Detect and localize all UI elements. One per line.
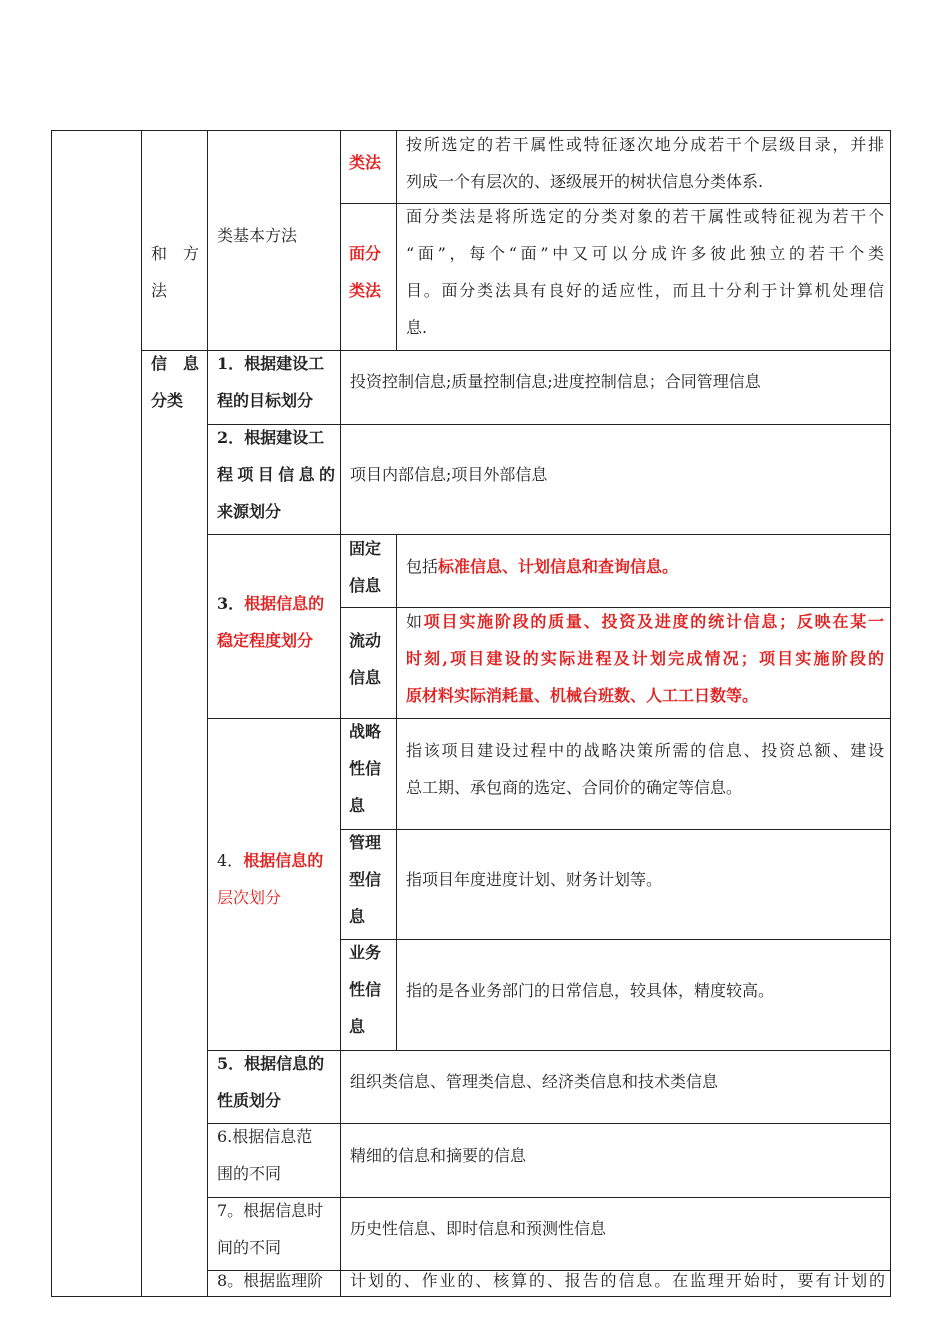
- r5-label-1: 5．根据信息的: [217, 1054, 325, 1073]
- management-name-3: 息: [349, 907, 366, 926]
- r5-content: 组织类信息、管理类信息、经济类信息和技术类信息: [350, 1072, 719, 1091]
- r3-label-1: [217, 585, 335, 622]
- r8-label: 8。根据监理阶: [217, 1271, 324, 1290]
- fixed-name-1: 固定: [349, 539, 382, 558]
- r4-label-2: 层次划分: [217, 888, 282, 907]
- face-method-desc-1: 面分类法是将所选定的分类对象的若干属性或特征视为若干个: [406, 207, 884, 226]
- cell-line-method-name: 类法: [349, 153, 382, 172]
- r2-label: [217, 419, 335, 530]
- cell-face-method-name: [349, 235, 395, 309]
- fixed-red: 标准信息、计划信息和查询信息。: [438, 557, 679, 576]
- face-method-name-1: 面分: [349, 244, 382, 263]
- r4-management-content: 指项目年度进度计划、财务计划等。: [406, 870, 663, 889]
- r6-label-1: 6.根据信息范: [217, 1127, 313, 1146]
- r3-fixed-content: [406, 548, 884, 585]
- face-method-desc-2: “面”，每个“面”中又可以分成许多彼此独立的若干个类: [406, 244, 884, 263]
- r1-label-2: 程的目标划分: [217, 391, 314, 410]
- r2-content: 项目内部信息;项目外部信息: [350, 465, 548, 484]
- management-name-1: 管理: [349, 833, 382, 852]
- method-heading-line2: 法: [151, 281, 168, 300]
- r2-label-3: 来源划分: [217, 502, 282, 521]
- r1-label: [217, 345, 335, 419]
- method-heading-line1: 和 方: [151, 244, 200, 263]
- business-name-2: 性信: [349, 980, 382, 999]
- face-method-desc-4: 息.: [406, 318, 428, 337]
- flow-red-3: 原材料实际消耗量、机械台班数、人工工日数等。: [406, 686, 759, 705]
- r3-flow-content: [406, 603, 884, 714]
- flow-name-1: 流动: [349, 631, 382, 650]
- cell-line-method-desc: [406, 126, 884, 200]
- r4-label-1: [217, 842, 335, 879]
- fixed-name-2: 信息: [349, 576, 382, 595]
- strategic-name-1: 战略: [349, 722, 382, 741]
- flow-prefix: 如: [406, 612, 424, 631]
- r2-label-2: 程项目信息的: [217, 465, 335, 484]
- r4-strategic-name: [349, 713, 395, 824]
- r6-label-2: 围的不同: [217, 1164, 282, 1183]
- info-class-line1: 信 息: [151, 354, 200, 373]
- r7-content: 历史性信息、即时信息和预测性信息: [350, 1219, 607, 1238]
- r3-label: [217, 585, 335, 659]
- r1-label-1: 1．根据建设工: [217, 354, 325, 373]
- line-method-desc-1: 按所选定的若干属性或特征逐次地分成若干个层级目录，并排: [406, 135, 884, 154]
- strategic-desc-2: 总工期、承包商的选定、合同价的确定等信息。: [406, 778, 743, 797]
- r7-label-2: 间的不同: [217, 1238, 282, 1257]
- face-method-desc-3: 目。面分类法具有良好的适应性，而且十分利于计算机处理信: [406, 281, 884, 300]
- face-method-name-2: 类法: [349, 281, 382, 300]
- r5-label: [217, 1045, 335, 1119]
- r4-business-name: [349, 934, 395, 1045]
- flow-red-1: 项目实施阶段的质量、投资及进度的统计信息；反映在某一: [423, 612, 884, 631]
- r4-business-content: 指的是各业务部门的日常信息，较具体，精度较高。: [406, 981, 775, 1000]
- r3-fixed-name: [349, 530, 395, 604]
- r4-label-num: 4．: [217, 851, 244, 870]
- strategic-desc-1: 指该项目建设过程中的战略决策所需的信息、投资总额、建设: [406, 741, 884, 760]
- r3-flow-name: [349, 622, 395, 696]
- fixed-prefix: 包括: [406, 557, 439, 576]
- r3-label-2: 稳定程度划分: [217, 631, 314, 650]
- r3-label-text: 根据信息的: [244, 594, 325, 613]
- r4-strategic-content: [406, 732, 884, 806]
- r8-content: 计划的、作业的、核算的、报告的信息。在监理开始时，要有计划的: [350, 1271, 885, 1290]
- cell-info-classification: [151, 345, 201, 419]
- flow-line-1: [406, 603, 884, 640]
- info-class-line2: 分类: [151, 391, 184, 410]
- r2-label-1: 2．根据建设工: [217, 428, 325, 447]
- strategic-name-2: 性信: [349, 759, 382, 778]
- business-name-1: 业务: [349, 943, 382, 962]
- flow-red-2: 时刻,项目建设的实际进程及计划完成情况；项目实施阶段的: [406, 649, 884, 668]
- r4-label: [217, 842, 335, 916]
- flow-name-2: 信息: [349, 668, 382, 687]
- cell-face-method-desc: [406, 198, 884, 346]
- r6-label: [217, 1118, 335, 1192]
- r5-label-2: 性质划分: [217, 1091, 282, 1110]
- cell-basic-method: 类基本方法: [217, 226, 298, 245]
- strategic-name-3: 息: [349, 796, 366, 815]
- r4-management-name: [349, 824, 395, 935]
- r3-label-num: 3．: [217, 594, 245, 613]
- r4-label-text: 根据信息的: [243, 851, 324, 870]
- management-name-2: 型信: [349, 870, 382, 889]
- r7-label: [217, 1192, 335, 1266]
- business-name-3: 息: [349, 1017, 366, 1036]
- r1-content: 投资控制信息;质量控制信息;进度控制信息；合同管理信息: [350, 372, 761, 391]
- line-method-desc-2: 列成一个有层次的、逐级展开的树状信息分类体系.: [406, 172, 764, 191]
- r7-label-1: 7。根据信息时: [217, 1201, 324, 1220]
- cell-method-heading: [151, 235, 201, 309]
- r6-content: 精细的信息和摘要的信息: [350, 1146, 527, 1165]
